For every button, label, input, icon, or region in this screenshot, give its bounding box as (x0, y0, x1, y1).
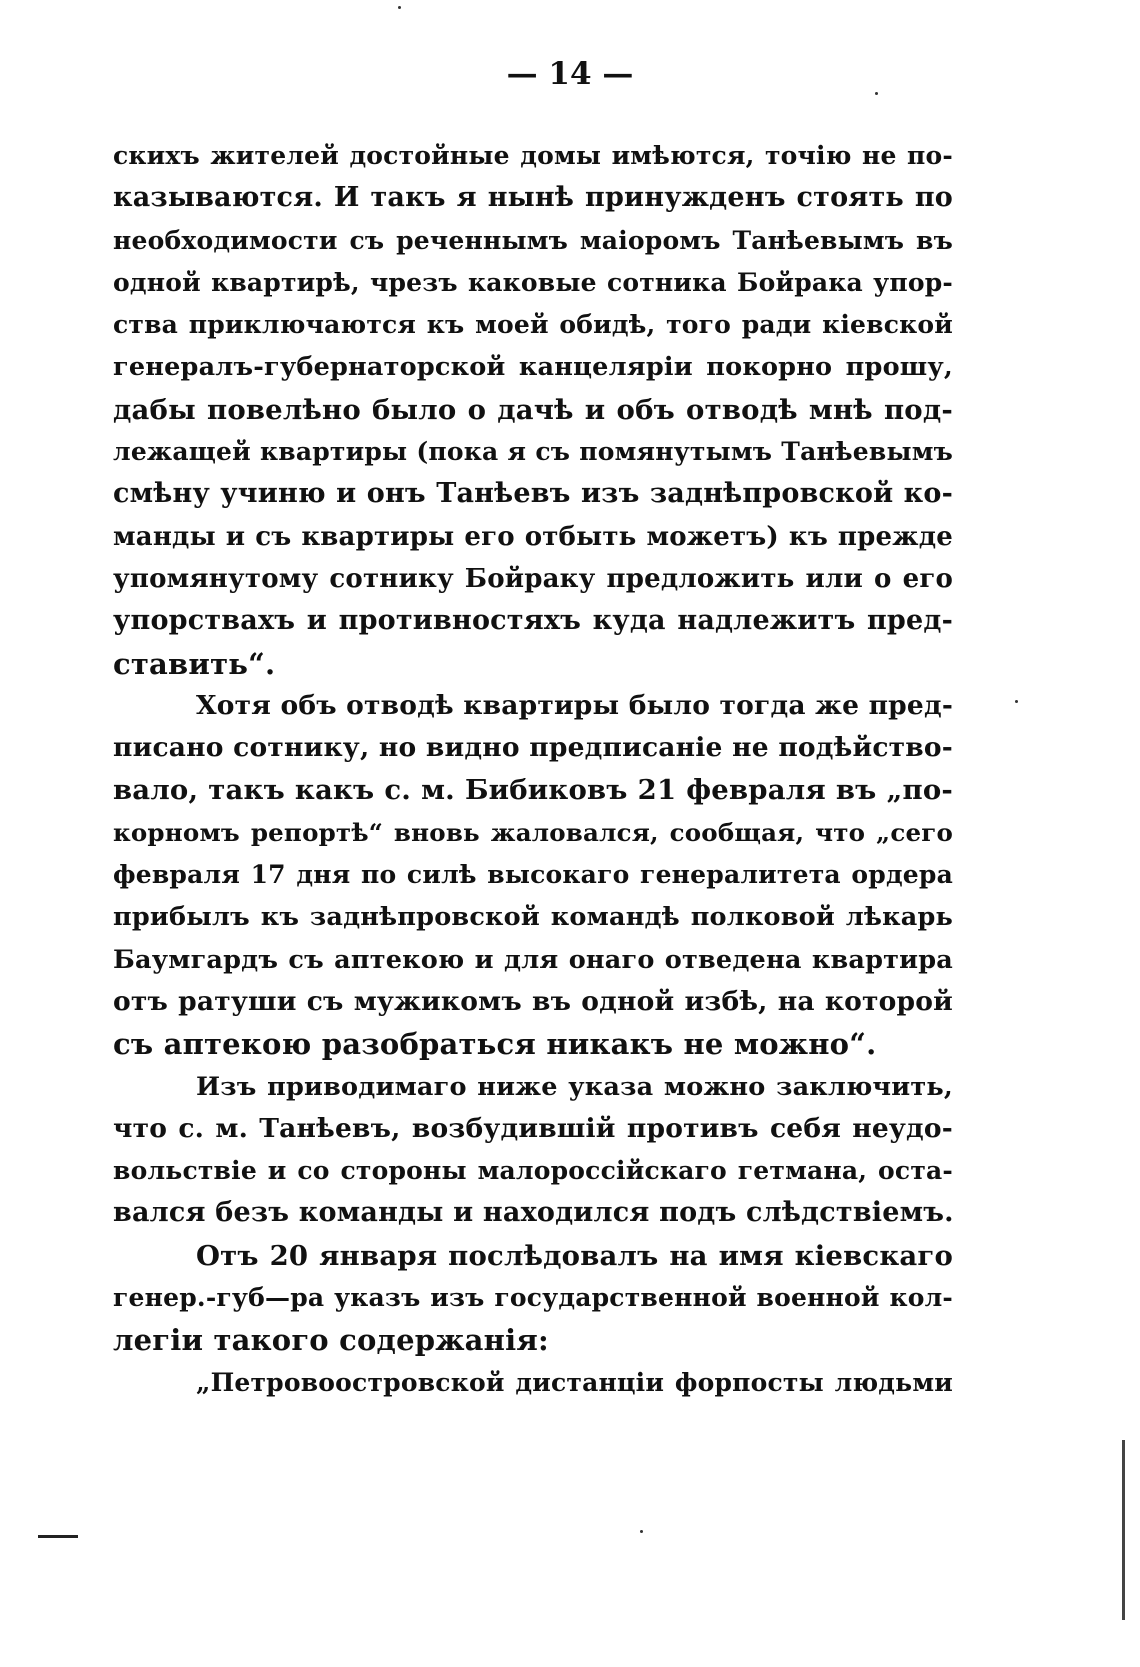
text-line: съ аптекою разобраться никакъ не можно“. (113, 1027, 877, 1062)
text-line: прибылъ къ заднѣпровской командѣ полковой лѣкарь (113, 902, 953, 933)
text-line: манды и съ квартиры его отбыть можетъ) къ прежде (113, 521, 953, 552)
text-line: писано сотнику, но видно предписаніе не подѣйство- (113, 732, 953, 764)
text-line: Отъ 20 января послѣдовалъ на имя кіевскаго (196, 1239, 953, 1272)
text-line: дабы повелѣно было о дачѣ и объ отводѣ мнѣ под- (113, 393, 953, 426)
page-number: — 14 — (506, 56, 634, 92)
scan-mark (38, 1535, 78, 1538)
text-line: лежащей квартиры (пока я съ помянутымъ Танѣевымъ (113, 437, 953, 467)
text-line: ства приключаются къ моей обидѣ, того ради кіевской (113, 310, 953, 340)
scan-dot (398, 6, 401, 9)
text-line: отъ ратуши съ мужикомъ въ одной избѣ, на которой (113, 985, 953, 1017)
text-line: упомянутому сотнику Бойраку предложить или о его (113, 563, 953, 594)
body-text (113, 135, 953, 1404)
text-line: Баумгардъ съ аптекою и для онаго отведена квартира (113, 944, 953, 975)
text-line: ставить“. (113, 646, 276, 681)
scan-dot (875, 92, 878, 95)
text-line: корномъ репортѣ“ вновь жаловался, сообщая, что „сего (113, 817, 953, 847)
text-line: легіи такого содержанія: (113, 1323, 549, 1358)
text-line: одной квартирѣ, чрезъ каковые сотника Бойрака упор- (113, 267, 953, 297)
scan-dot (640, 1530, 643, 1533)
text-line: февраля 17 дня по силѣ высокаго генералитета ордера (113, 860, 953, 890)
scan-mark (1122, 1440, 1125, 1620)
text-line: вало, такъ какъ с. м. Бибиковъ 21 февраля въ „по- (113, 774, 953, 807)
text-line: необходимости съ реченнымъ маіоромъ Танѣевымъ въ (113, 225, 953, 255)
text-line: генералъ-губернаторской канцеляріи покорно прошу, (113, 352, 953, 383)
text-line: „Петровоостровской дистанціи форпосты людьми (196, 1367, 953, 1397)
scan-dot (1015, 700, 1018, 703)
text-line: упорствахъ и противностяхъ куда надлежитъ пред- (113, 605, 953, 637)
text-line: вался безъ команды и находился подъ слѣдствіемъ. (113, 1197, 954, 1229)
text-line: вольствіе и со стороны малороссійскаго гетмана, оста- (113, 1156, 953, 1186)
text-line: Хотя объ отводѣ квартиры было тогда же пред- (196, 689, 954, 721)
text-line: Изъ приводимаго ниже указа можно заключить, (196, 1071, 953, 1102)
text-line: генер.-губ—ра указъ изъ государственной военной кол- (113, 1283, 953, 1313)
text-line: скихъ жителей достойные домы имѣются, точію не по- (113, 141, 953, 170)
text-line: что с. м. Танѣевъ, возбудившій противъ себя неудо- (113, 1112, 953, 1144)
text-line: смѣну учиню и онъ Танѣевъ изъ заднѣпровской ко- (113, 478, 953, 510)
text-line: казываются. И такъ я нынѣ принужденъ стоять по (113, 182, 953, 214)
